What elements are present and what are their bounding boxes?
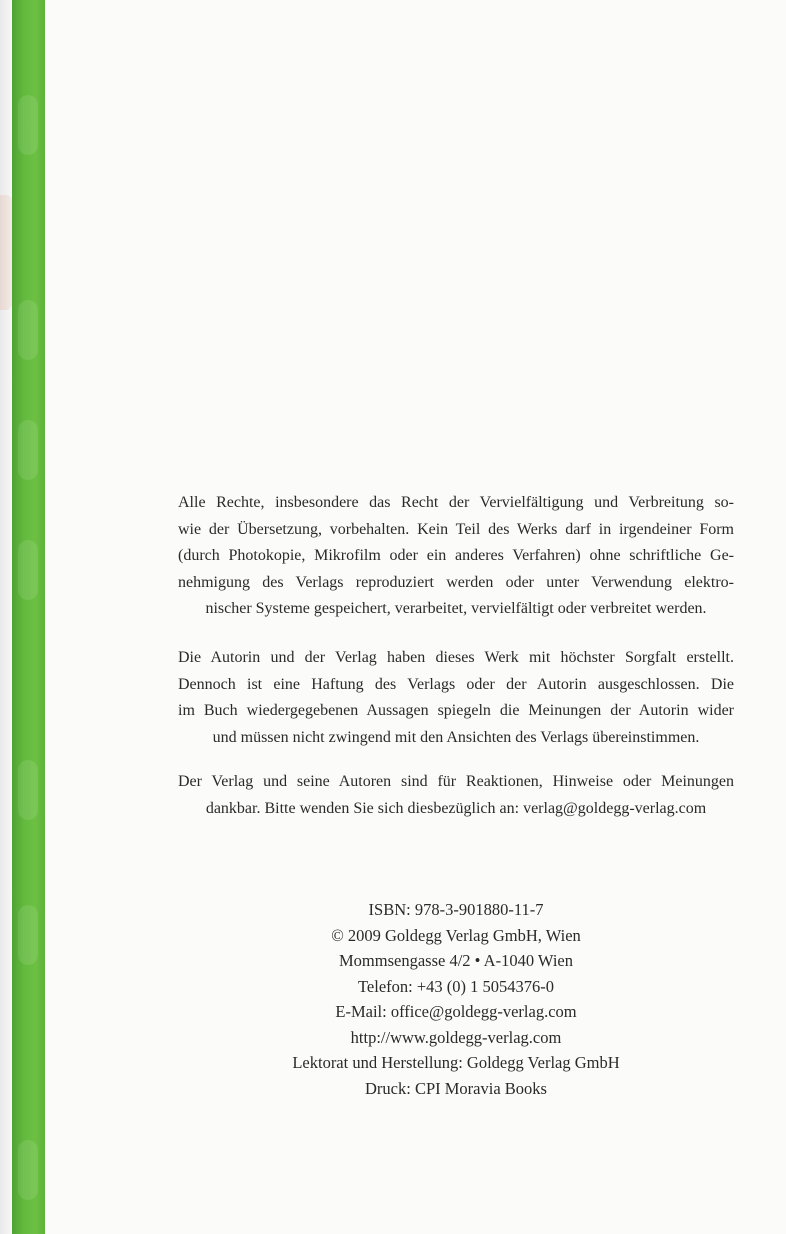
text-line: (durch Photokopie, Mikrofilm oder ein anderes Verfahren) ohne schriftliche Ge-: [178, 547, 734, 564]
text-line: Dennoch ist eine Haftung des Verlags oder der Autorin ausgeschlossen. Die: [178, 675, 734, 693]
adjacent-page-edge: [0, 195, 12, 310]
spine-pattern-mark: [18, 300, 38, 360]
text-line: nehmigung des Verlags reproduziert werden oder unter Verwendung elektro-: [178, 573, 734, 591]
text-line: dankbar. Bitte wenden Sie sich diesbezüglich an: verlag@goldegg-verlag.com: [205, 799, 707, 817]
text-line: wie der Übersetzung, vorbehalten. Kein Teil des Werks darf in irgendeiner Form: [178, 520, 734, 538]
text-line: im Buch wiedergegebenen Aussagen spiegeln die Meinungen der Autorin wider: [178, 702, 734, 719]
text-line: und müssen nicht zwingend mit den Ansichten des Verlags übereinstimmen.: [212, 728, 700, 746]
page-edge-shadow: [0, 0, 12, 1234]
colophon-block: [178, 897, 734, 1101]
feedback-contact-paragraph: [178, 769, 734, 822]
publisher-website: http://www.goldegg-verlag.com: [350, 1027, 562, 1047]
liability-disclaimer-paragraph: [178, 645, 734, 751]
publisher-email: E-Mail: office@goldegg-verlag.com: [335, 1002, 577, 1021]
spine-pattern-mark: [18, 905, 38, 965]
spine-pattern-mark: [18, 95, 38, 155]
isbn: ISBN: 978-3-901880-11-7: [368, 900, 544, 919]
copyright-line: © 2009 Goldegg Verlag GmbH, Wien: [331, 925, 581, 945]
publisher-phone: Telefon: +43 (0) 1 5054376-0: [357, 976, 555, 996]
spine-pattern-mark: [18, 760, 38, 820]
text-line: Alle Rechte, insbesondere das Recht der Vervielfältigung und Verbreitung so-: [178, 494, 734, 511]
green-spine-strip: [12, 0, 45, 1234]
printing-credit: Druck: CPI Moravia Books: [365, 1078, 547, 1098]
spine-pattern-mark: [18, 420, 38, 480]
spine-pattern-mark: [18, 540, 38, 600]
text-line: Der Verlag und seine Autoren sind für Reaktionen, Hinweise oder Meinungen: [178, 773, 734, 790]
publisher-address: Mommsengasse 4/2 • A-1040 Wien: [339, 951, 573, 970]
rights-notice-paragraph: [178, 490, 734, 623]
text-line: nischer Systeme gespeichert, verarbeitet, vervielfältigt oder verbreitet werden.: [205, 600, 707, 617]
editing-credit: Lektorat und Herstellung: Goldegg Verlag GmbH: [292, 1053, 620, 1072]
text-line: Die Autorin und der Verlag haben dieses Werk mit höchster Sorgfalt erstellt.: [178, 649, 734, 666]
spine-pattern-mark: [18, 1140, 38, 1200]
